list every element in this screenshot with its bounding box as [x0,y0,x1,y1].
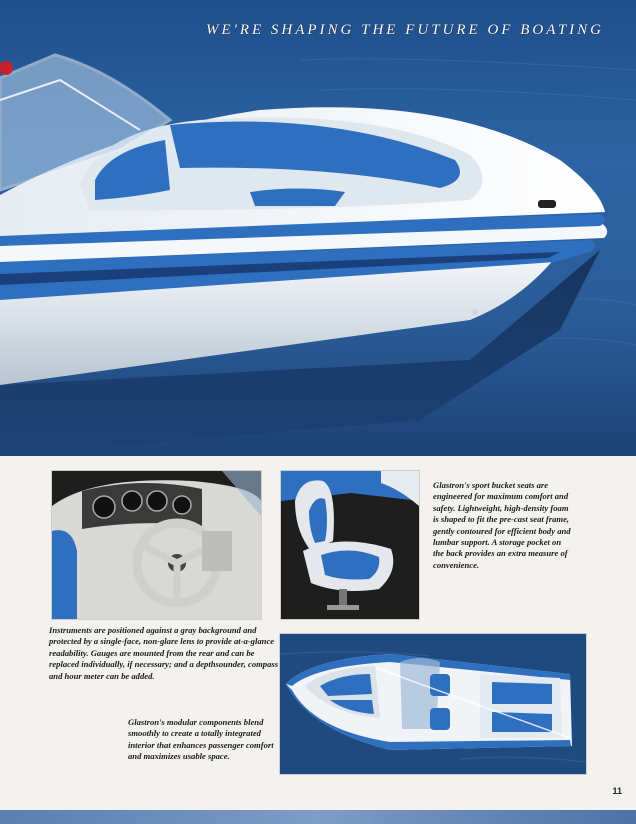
seat-caption: Glastron's sport bucket seats are engineered for maximum comfort and safety. Lightweight, high-density foam is shaped to fit the pre-cast seat frame, gently contoured for efficient body and lumbar support. A storage pocket on the back provides an extra measure of convenience. [433,480,571,570]
instruments-caption: Instruments are positioned against a gray background and protected by a single-face, non-glare lens to provide at-a-glance readability. Gauges are mounted from the rear and can be replaced individually, if necessary; and a depthsounder, compass and hour meter can be added. [49,625,279,681]
modular-caption: Glastron's modular components blend smoothly to create a totally integrated interior that enhances passenger comfort and maximizes usable space. [128,717,274,762]
bottom-color-strip [0,810,636,824]
overhead-boat-illustration [280,634,586,774]
seat-photo [281,471,419,619]
dashboard-photo [52,471,261,619]
page-number: 11 [612,786,622,796]
overhead-boat-photo [280,634,586,774]
page-headline: WE'RE SHAPING THE FUTURE OF BOATING [205,22,604,38]
instrument-panel-illustration [52,471,261,619]
bucket-seat-illustration [281,471,419,619]
